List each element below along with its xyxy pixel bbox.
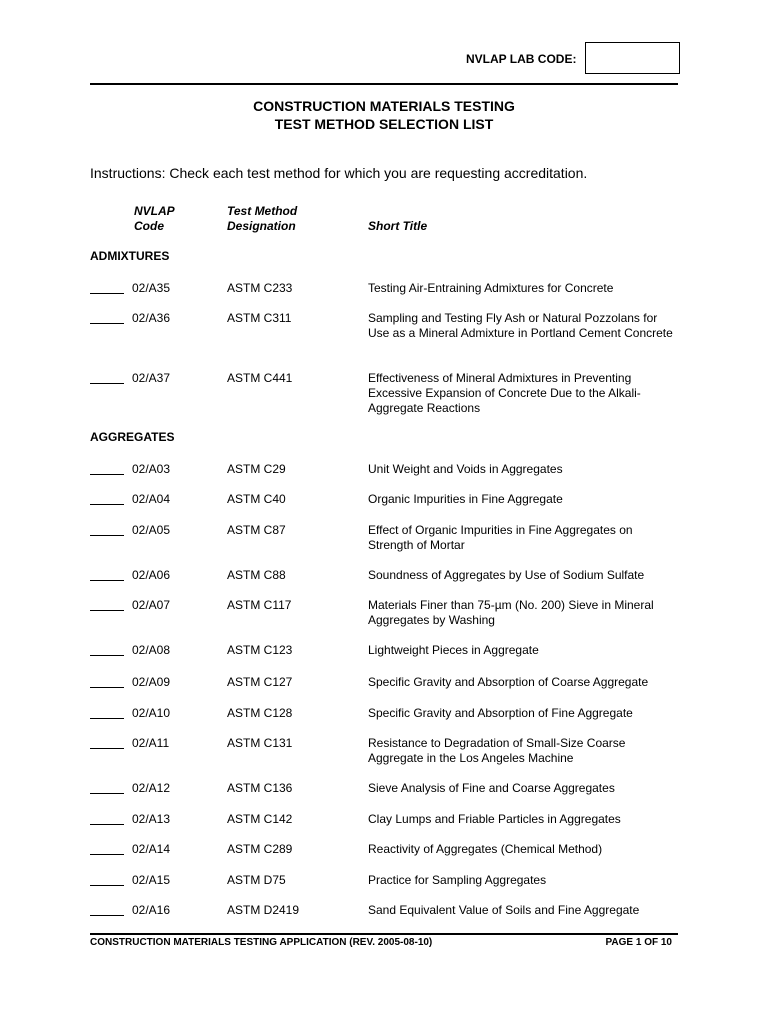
short-title: Specific Gravity and Absorption of Fine Aggregate <box>368 706 633 720</box>
test-designation: ASTM C311 <box>227 311 292 325</box>
nvlap-code: 02/A03 <box>132 462 171 476</box>
nvlap-code: 02/A05 <box>132 523 171 537</box>
section-heading-admixtures: ADMIXTURES <box>90 249 170 263</box>
checkbox-blank[interactable] <box>90 598 124 611</box>
checkbox-blank[interactable] <box>90 736 124 749</box>
test-designation: ASTM C123 <box>227 643 293 657</box>
short-title: Materials Finer than 75-µm (No. 200) Sieve in Mineral Aggregates by Washing <box>368 598 654 627</box>
column-header-code-line2: Code <box>134 219 164 233</box>
test-designation: ASTM C88 <box>227 568 286 582</box>
test-designation: ASTM C233 <box>227 281 293 295</box>
test-designation: ASTM C29 <box>227 462 286 476</box>
checkbox-blank[interactable] <box>90 462 124 475</box>
test-designation: ASTM C441 <box>227 371 293 385</box>
nvlap-code: 02/A07 <box>132 598 171 612</box>
test-designation: ASTM C136 <box>227 781 293 795</box>
checkbox-blank[interactable] <box>90 523 124 536</box>
checkbox-blank[interactable] <box>90 842 124 855</box>
top-divider <box>90 83 678 85</box>
nvlap-code: 02/A15 <box>132 873 171 887</box>
test-designation: ASTM C117 <box>227 598 292 612</box>
checkbox-blank[interactable] <box>90 903 124 916</box>
test-designation: ASTM C87 <box>227 523 286 537</box>
test-designation: ASTM C131 <box>227 736 293 750</box>
instructions-text: Instructions: Check each test method for which you are requesting accreditation. <box>90 165 588 181</box>
checkbox-blank[interactable] <box>90 311 124 324</box>
nvlap-code: 02/A08 <box>132 643 171 657</box>
section-heading-aggregates: AGGREGATES <box>90 430 175 444</box>
short-title: Sampling and Testing Fly Ash or Natural Pozzolans for Use as a Mineral Admixture in Portland Cement Concrete <box>368 311 673 340</box>
nvlap-code: 02/A13 <box>132 812 171 826</box>
short-title: Practice for Sampling Aggregates <box>368 873 547 887</box>
short-title: Specific Gravity and Absorption of Coarse Aggregate <box>368 675 649 689</box>
column-header-designation <box>227 204 297 234</box>
page-title: CONSTRUCTION MATERIALS TESTING <box>253 98 515 114</box>
column-header-designation-line1: Test Method <box>227 204 298 218</box>
nvlap-code: 02/A14 <box>132 842 171 856</box>
checkbox-blank[interactable] <box>90 812 124 825</box>
nvlap-code: 02/A37 <box>132 371 171 385</box>
checkbox-blank[interactable] <box>90 781 124 794</box>
short-title: Reactivity of Aggregates (Chemical Method) <box>368 842 603 856</box>
column-header-code-line1: NVLAP <box>134 204 175 218</box>
nvlap-code: 02/A10 <box>132 706 171 720</box>
column-header-short-title: Short Title <box>368 219 428 233</box>
checkbox-blank[interactable] <box>90 706 124 719</box>
checkbox-blank[interactable] <box>90 873 124 886</box>
bottom-divider <box>90 933 678 935</box>
lab-code-label: NVLAP LAB CODE: <box>466 52 577 66</box>
page-subtitle: TEST METHOD SELECTION LIST <box>274 116 494 132</box>
nvlap-code: 02/A04 <box>132 492 171 506</box>
nvlap-code: 02/A09 <box>132 675 171 689</box>
short-title: Sieve Analysis of Fine and Coarse Aggregates <box>368 781 615 795</box>
nvlap-code: 02/A36 <box>132 311 171 325</box>
test-designation: ASTM C40 <box>227 492 286 506</box>
test-designation: ASTM C127 <box>227 675 293 689</box>
short-title: Effect of Organic Impurities in Fine Aggregates on Strength of Mortar <box>368 523 633 552</box>
test-designation: ASTM D75 <box>227 873 286 887</box>
nvlap-code: 02/A16 <box>132 903 171 917</box>
checkbox-blank[interactable] <box>90 643 124 656</box>
checkbox-blank[interactable] <box>90 281 124 294</box>
checkbox-blank[interactable] <box>90 371 124 384</box>
short-title: Lightweight Pieces in Aggregate <box>368 643 539 657</box>
test-designation: ASTM D2419 <box>227 903 300 917</box>
nvlap-code: 02/A11 <box>132 736 170 750</box>
nvlap-code: 02/A12 <box>132 781 171 795</box>
short-title: Effectiveness of Mineral Admixtures in Preventing Excessive Expansion of Concrete Due to the Alkali-Aggregate Reactions <box>368 371 641 415</box>
test-designation: ASTM C142 <box>227 812 293 826</box>
nvlap-code: 02/A35 <box>132 281 171 295</box>
column-header-designation-line2: Designation <box>227 219 296 233</box>
nvlap-code: 02/A06 <box>132 568 171 582</box>
checkbox-blank[interactable] <box>90 675 124 688</box>
short-title: Clay Lumps and Friable Particles in Aggregates <box>368 812 621 826</box>
short-title: Unit Weight and Voids in Aggregates <box>368 462 563 476</box>
footer-document-title: CONSTRUCTION MATERIALS TESTING APPLICATION (REV. 2005-08-10) <box>90 937 433 948</box>
checkbox-blank[interactable] <box>90 492 124 505</box>
short-title: Resistance to Degradation of Small-Size Coarse Aggregate in the Los Angeles Machine <box>368 736 626 765</box>
test-designation: ASTM C289 <box>227 842 293 856</box>
short-title: Organic Impurities in Fine Aggregate <box>368 492 563 506</box>
footer-page-number: PAGE 1 OF 10 <box>605 937 672 948</box>
short-title: Testing Air-Entraining Admixtures for Concrete <box>368 281 614 295</box>
lab-code-input-box[interactable] <box>585 42 680 74</box>
short-title: Sand Equivalent Value of Soils and Fine Aggregate <box>368 903 640 917</box>
short-title: Soundness of Aggregates by Use of Sodium Sulfate <box>368 568 645 582</box>
test-designation: ASTM C128 <box>227 706 293 720</box>
checkbox-blank[interactable] <box>90 568 124 581</box>
column-header-code <box>134 204 175 234</box>
